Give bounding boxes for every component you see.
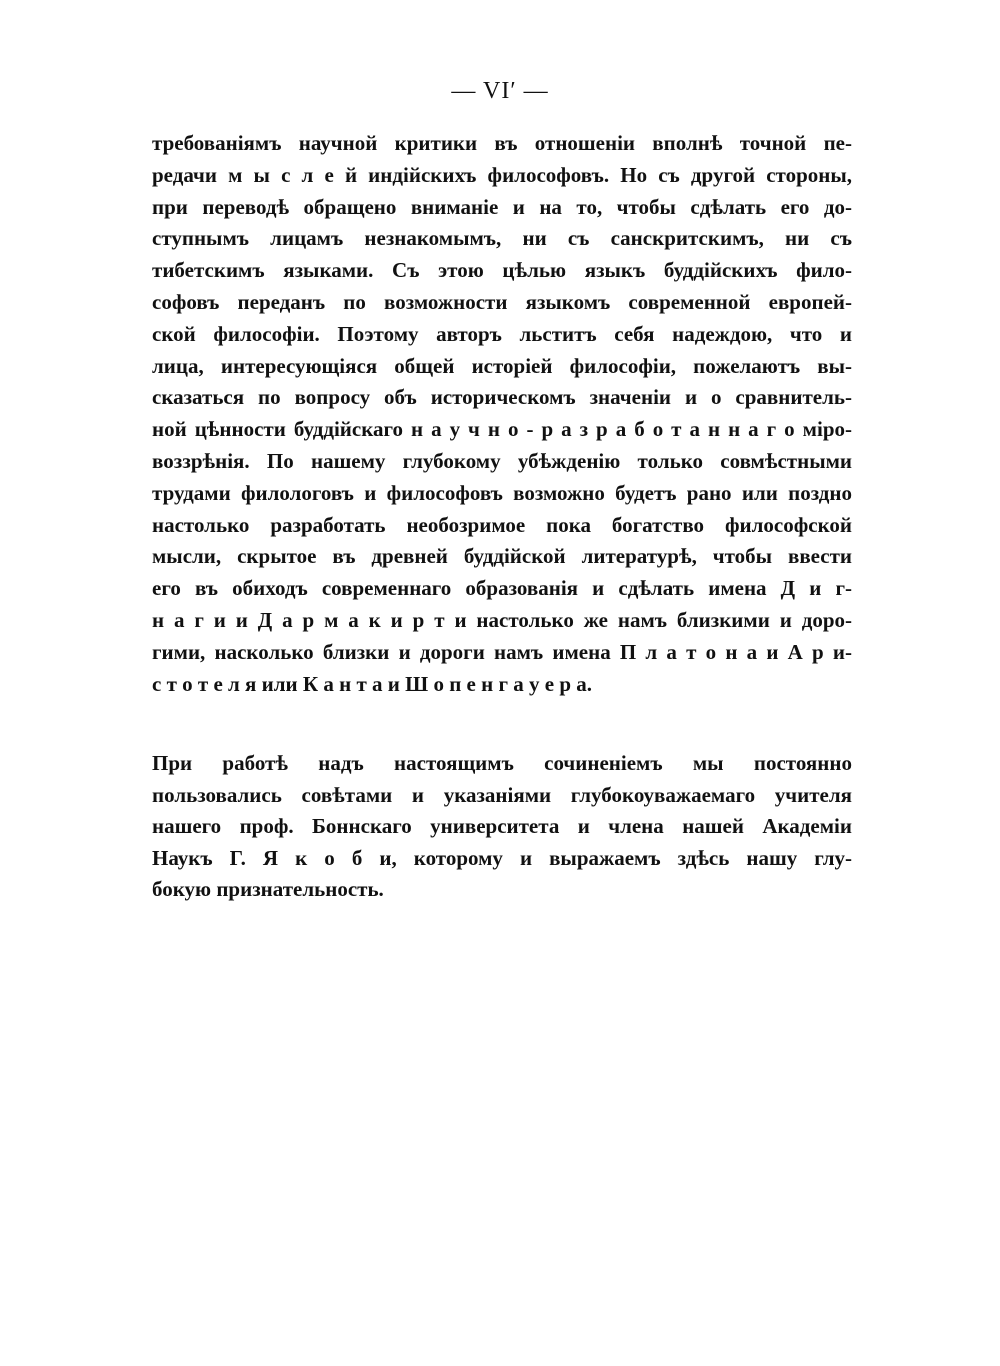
text-line: ступнымъ лицамъ незнакомымъ, ни съ санскритскимъ, ни съ: [152, 226, 852, 251]
text-line: с т о т е л я или К а н т а и Ш о п е н г а у е р а.: [152, 671, 593, 696]
text-line: ской философіи. Поэтому авторъ льститъ себя надеждою, что и: [152, 321, 852, 346]
text-line: редачи м ы с л е й индійскихъ философовъ. Но съ другой стороны,: [152, 162, 852, 187]
text-line: сказаться по вопросу объ историческомъ значеніи и о сравнитель-: [152, 385, 852, 410]
text-line: требованіямъ научной критики въ отношеніи вполнѣ точной пе-: [152, 131, 852, 155]
text-line: софовъ переданъ по возможности языкомъ современной европей-: [152, 289, 852, 314]
text-line: его въ обиходъ современнаго образованія и сдѣлать имена Д и г-: [152, 576, 852, 601]
paragraph-acknowledgement: [152, 748, 852, 906]
paragraph-preface-main: [152, 128, 852, 700]
text-line: нашего проф. Боннскаго университета и члена нашей Академіи: [152, 814, 852, 839]
text-line: мысли, скрытое въ древней буддійской литературѣ, чтобы ввести: [152, 544, 852, 569]
text-line: настолько разработать необозримое пока богатство философской: [152, 512, 852, 537]
text-line: При работѣ надъ настоящимъ сочиненіемъ мы постоянно: [152, 751, 852, 775]
text-line: Наукъ Г. Я к о б и, которому и выражаемъ здѣсь нашу глу-: [152, 845, 852, 870]
text-line: трудами филологовъ и философовъ возможно будетъ рано или поздно: [152, 480, 852, 505]
text-line: н а г и и Д а р м а к и р т и настолько же намъ близкими и доро-: [152, 607, 852, 632]
text-line: гими, насколько близки и дороги намъ имена П л а т о н а и А р и-: [152, 639, 852, 664]
text-line: воззрѣнія. По нашему глубокому убѣжденію только совмѣстными: [152, 448, 852, 473]
text-line: лица, интересующіяся общей исторіей философіи, пожелаютъ вы-: [152, 353, 852, 378]
page-number: — VI′ —: [451, 78, 549, 104]
text-line: тибетскимъ языками. Съ этою цѣлью языкъ буддійскихъ фило-: [152, 258, 852, 283]
text-line: бокую признательность.: [152, 877, 384, 902]
text-line: при переводѣ обращено вниманіе и на то, чтобы сдѣлать его до-: [152, 194, 852, 219]
text-line: ной цѣнности буддійскаго н а у ч н о - р а з р а б о т а н н а г о міро-: [152, 417, 852, 442]
text-line: пользовались совѣтами и указаніями глубокоуважаемаго учителя: [152, 782, 852, 807]
